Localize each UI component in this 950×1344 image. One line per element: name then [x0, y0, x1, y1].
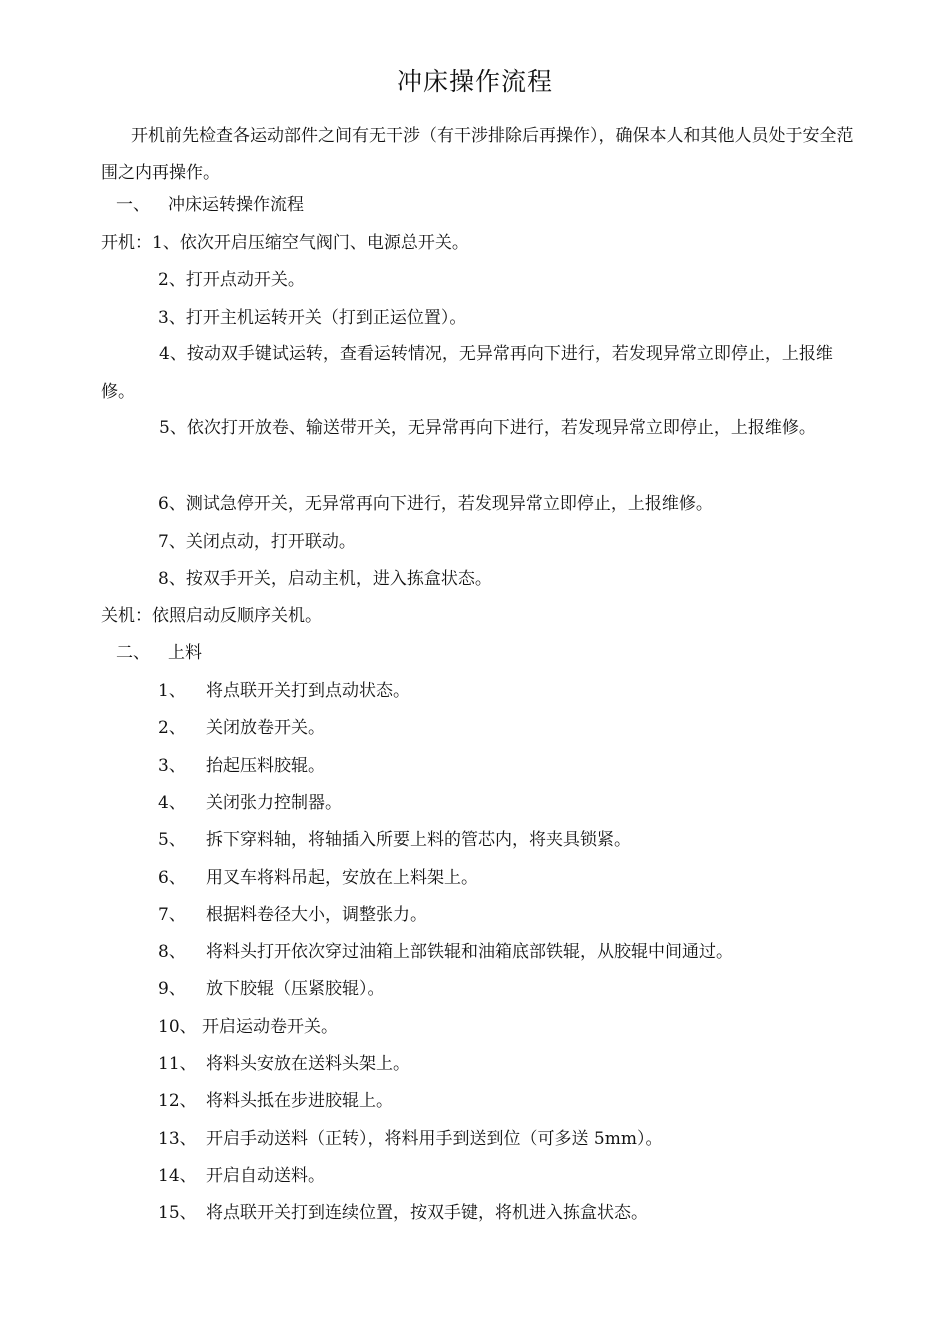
item-text: 拆下穿料轴，将轴插入所要上料的管芯内，将夹具锁紧。	[206, 830, 631, 850]
item-text: 将料头抵在步进胶辊上。	[206, 1091, 393, 1111]
step-text: 1、依次开启压缩空气阀门、电源总开关。	[152, 233, 469, 253]
list-item	[158, 1089, 393, 1113]
section-number: 一、	[116, 195, 150, 215]
start-label: 开机：	[101, 233, 152, 253]
section-1-heading	[116, 193, 304, 217]
list-item	[158, 1052, 410, 1076]
item-text: 将点联开关打到点动状态。	[206, 681, 410, 701]
item-text: 将料头打开依次穿过油箱上部铁辊和油箱底部铁辊，从胶辊中间通过。	[206, 942, 733, 962]
section-2-heading	[116, 641, 202, 665]
item-number: 13、	[158, 1129, 197, 1149]
item-text: 抬起压料胶辊。	[206, 756, 325, 776]
item-number: 3、	[158, 756, 186, 776]
section-number: 二、	[116, 643, 150, 663]
start-step-2: 2、打开点动开关。	[158, 270, 305, 290]
start-step-4: 4、按动双手键试运转，查看运转情况，无异常再向下进行，若发现异常立即停止，上报维修。	[101, 344, 833, 402]
section-title: 上料	[168, 643, 202, 663]
list-item	[158, 977, 385, 1001]
start-step-6: 6、测试急停开关，无异常再向下进行，若发现异常立即停止，上报维修。	[158, 494, 713, 514]
list-item	[158, 1164, 325, 1188]
item-number: 12、	[158, 1091, 197, 1111]
item-number: 1、	[158, 681, 186, 701]
item-number: 6、	[158, 868, 186, 888]
start-step-1	[101, 231, 469, 255]
list-item	[158, 1127, 662, 1151]
list-item	[158, 1015, 338, 1039]
item-number: 8、	[158, 942, 186, 962]
item-number: 15、	[158, 1203, 197, 1223]
item-text: 用叉车将料吊起，安放在上料架上。	[206, 868, 478, 888]
item-number: 9、	[158, 979, 186, 999]
item-number: 7、	[158, 905, 186, 925]
list-item	[158, 828, 631, 852]
list-item	[158, 716, 325, 740]
list-item	[158, 754, 325, 778]
item-text: 将点联开关打到连续位置，按双手键，将机进入拣盒状态。	[206, 1203, 648, 1223]
list-item	[158, 1201, 648, 1225]
item-text: 关闭张力控制器。	[206, 793, 342, 813]
section-title: 冲床运转操作流程	[168, 195, 304, 215]
start-step-3: 3、打开主机运转开关（打到正运位置）。	[158, 308, 467, 328]
item-text: 关闭放卷开关。	[206, 718, 325, 738]
list-item	[158, 791, 342, 815]
item-number: 2、	[158, 718, 186, 738]
list-item	[158, 679, 410, 703]
start-step-8: 8、按双手开关，启动主机，进入拣盒状态。	[158, 569, 492, 589]
item-number: 10、	[158, 1017, 197, 1037]
item-text: 开启自动送料。	[206, 1166, 325, 1186]
item-text: 开启手动送料（正转），将料用手到送到位（可多送 5mm）。	[206, 1129, 663, 1149]
stop-instruction: 关机：依照启动反顺序关机。	[101, 606, 322, 626]
item-number: 14、	[158, 1166, 197, 1186]
item-text: 开启运动卷开关。	[202, 1017, 338, 1037]
list-item	[158, 866, 478, 890]
item-number: 4、	[158, 793, 186, 813]
list-item	[158, 940, 733, 964]
item-text: 根据料卷径大小，调整张力。	[206, 905, 427, 925]
item-number: 11、	[158, 1054, 197, 1074]
item-text: 将料头安放在送料头架上。	[206, 1054, 410, 1074]
item-number: 5、	[158, 830, 186, 850]
start-step-7: 7、关闭点动，打开联动。	[158, 532, 356, 552]
document-title: 冲床操作流程	[396, 67, 553, 96]
item-text: 放下胶辊（压紧胶辊）。	[206, 979, 385, 999]
intro-paragraph: 开机前先检查各运动部件之间有无干涉（有干涉排除后再操作），确保本人和其他人员处于安全范围之内再操作。	[101, 126, 854, 183]
list-item	[158, 903, 427, 927]
start-step-5: 5、依次打开放卷、输送带开关，无异常再向下进行，若发现异常立即停止，上报维修。	[159, 418, 816, 438]
